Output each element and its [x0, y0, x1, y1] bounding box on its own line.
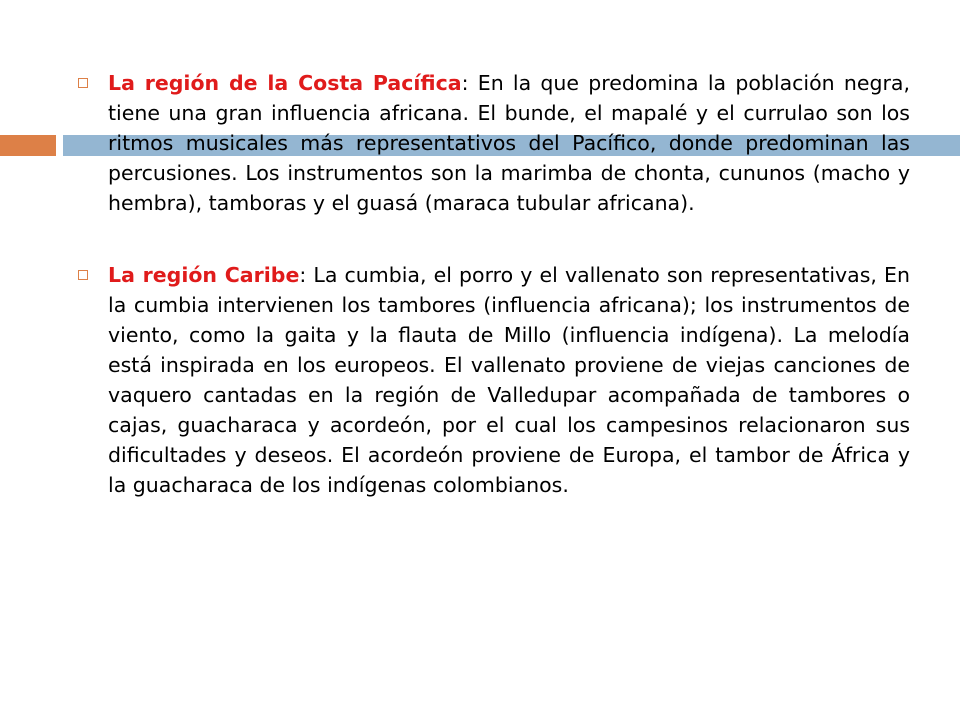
- square-bullet-icon: [78, 270, 88, 280]
- slide-body: [78, 68, 910, 500]
- bullet-colon: :: [461, 71, 469, 95]
- bullet-lead: La región de la Costa Pacífica: [108, 71, 462, 95]
- bullet-lead: La región Caribe: [108, 263, 300, 287]
- bullet-body: La cumbia, el porro y el vallenato son representativas, En la cumbia intervienen los tambores (influencia africana); los instrumentos de viento, como la gaita y la flauta de Millo (influencia indígena). La melodía está inspirada en los europeos. El vallenato proviene de viejas canciones de vaquero cantadas en la región de Valledupar acompañada de tambores o cajas, guacharaca y acordeón, por el cual los campesinos relacionaron sus dificultades y deseos. El acordeón proviene de Europa, el tambor de África y la guacharaca de los indígenas colombianos.: [108, 263, 910, 497]
- bullet-costa-pacifica: [78, 68, 910, 218]
- bullet-body: En la que predomina la población negra, tiene una gran influencia africana. El bunde, el mapalé y el currulao son los ritmos musicales más representativos del Pacífico, donde predominan las percusiones. Los instrumentos son la marimba de chonta, cununos (macho y hembra), tamboras y el guasá (maraca tubular africana).: [108, 71, 910, 215]
- bullet-colon: :: [299, 263, 307, 287]
- square-bullet-icon: [78, 78, 88, 88]
- accent-bar-left: [0, 135, 56, 156]
- bullet-region-caribe: [78, 260, 910, 500]
